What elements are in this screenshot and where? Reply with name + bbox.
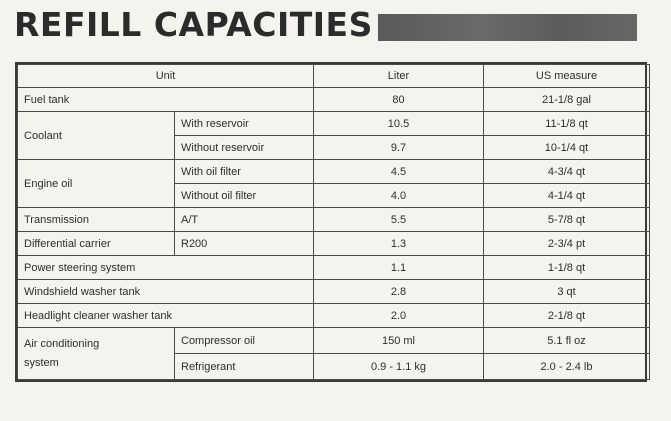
cell-liter: 1.3 <box>314 232 484 256</box>
cell-liter: 9.7 <box>314 136 484 160</box>
cell-us: 4-3/4 qt <box>484 160 650 184</box>
sub-label: With oil filter <box>175 160 314 184</box>
table-row <box>18 280 650 304</box>
cell-liter: 2.0 <box>314 304 484 328</box>
cell-us: 11-1/8 qt <box>484 112 650 136</box>
ac-label-line2: system <box>24 356 59 369</box>
cell-liter: 4.5 <box>314 160 484 184</box>
row-label-transmission: Transmission <box>18 208 175 232</box>
table-row <box>18 88 650 112</box>
sub-label: R200 <box>175 232 314 256</box>
cell-us: 2-3/4 pt <box>484 232 650 256</box>
sub-label: Compressor oil <box>175 328 314 354</box>
cell-us: 2.0 - 2.4 lb <box>484 354 650 380</box>
table-row <box>18 160 650 184</box>
table-row <box>18 328 650 354</box>
cell-us: 1-1/8 qt <box>484 256 650 280</box>
table-row <box>18 112 650 136</box>
cell-liter: 4.0 <box>314 184 484 208</box>
table-row <box>18 208 650 232</box>
row-label-headlight-cleaner: Headlight cleaner washer tank <box>18 304 314 328</box>
cell-us: 3 qt <box>484 280 650 304</box>
header-liter: Liter <box>314 65 484 88</box>
sub-label: A/T <box>175 208 314 232</box>
cell-liter: 0.9 - 1.1 kg <box>314 354 484 380</box>
refill-capacities-table <box>15 62 647 382</box>
cell-us: 21-1/8 gal <box>484 88 650 112</box>
row-label-differential-carrier: Differential carrier <box>18 232 175 256</box>
page-title: REFILL CAPACITIES <box>14 5 373 44</box>
row-label-air-conditioning <box>18 328 175 380</box>
cell-us: 10-1/4 qt <box>484 136 650 160</box>
cell-us: 5.1 fl oz <box>484 328 650 354</box>
header-us-measure: US measure <box>484 65 650 88</box>
table-row <box>18 304 650 328</box>
sub-label: Refrigerant <box>175 354 314 380</box>
sub-label: With reservoir <box>175 112 314 136</box>
table-row <box>18 256 650 280</box>
cell-us: 5-7/8 qt <box>484 208 650 232</box>
cell-liter: 10.5 <box>314 112 484 136</box>
cell-liter: 1.1 <box>314 256 484 280</box>
sub-label: Without oil filter <box>175 184 314 208</box>
ac-label-line1: Air conditioning <box>24 337 100 350</box>
title-decorative-bar <box>378 14 637 41</box>
sub-label: Without reservoir <box>175 136 314 160</box>
table-row <box>18 232 650 256</box>
cell-liter: 5.5 <box>314 208 484 232</box>
row-label-power-steering: Power steering system <box>18 256 314 280</box>
row-label-coolant: Coolant <box>18 112 175 160</box>
cell-us: 2-1/8 qt <box>484 304 650 328</box>
row-label-windshield-washer: Windshield washer tank <box>18 280 314 304</box>
cell-us: 4-1/4 qt <box>484 184 650 208</box>
cell-liter: 2.8 <box>314 280 484 304</box>
cell-liter: 80 <box>314 88 484 112</box>
row-label-fuel-tank: Fuel tank <box>18 88 314 112</box>
row-label-engine-oil: Engine oil <box>18 160 175 208</box>
cell-liter: 150 ml <box>314 328 484 354</box>
header-unit: Unit <box>18 65 314 88</box>
table-header-row <box>18 65 650 88</box>
